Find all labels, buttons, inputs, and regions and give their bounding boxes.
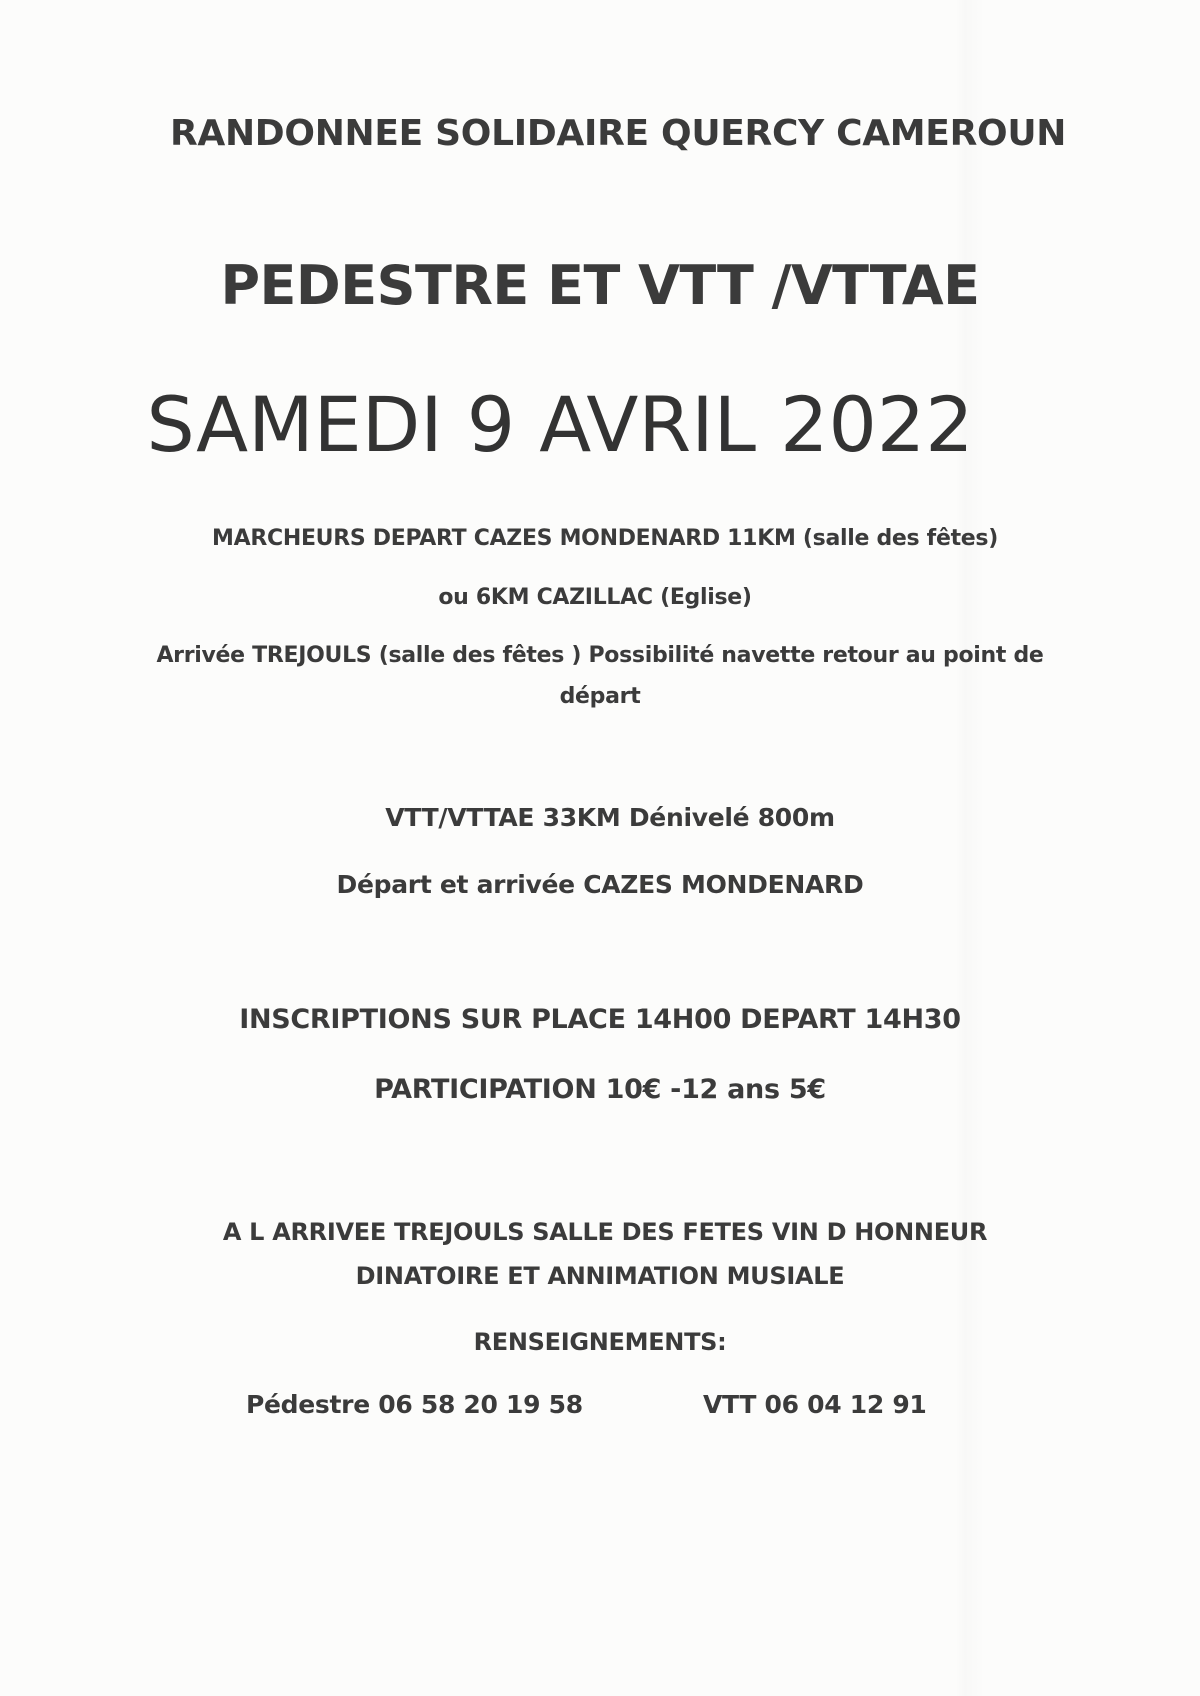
bike-start-finish-line: Départ et arrivée CAZES MONDENARD (336, 870, 864, 899)
walkers-alt-departure-line: ou 6KM CAZILLAC (Eglise) (438, 585, 752, 610)
flyer-subtitle: PEDESTRE ET VTT /VTTAE (220, 254, 980, 317)
flyer-title: RANDONNEE SOLIDAIRE QUERCY CAMEROUN (170, 113, 1067, 154)
arrival-reception-line-2: DINATOIRE ET ANNIMATION MUSIALE (355, 1262, 845, 1290)
walkers-departure-line: MARCHEURS DEPART CAZES MONDENARD 11KM (salle des fêtes) (212, 526, 998, 551)
arrival-reception-line: A L ARRIVEE TREJOULS SALLE DES FETES VIN D HONNEUR (222, 1218, 988, 1246)
registration-line: INSCRIPTIONS SUR PLACE 14H00 DEPART 14H30 (239, 1004, 961, 1035)
event-date: SAMEDI 9 AVRIL 2022 (146, 380, 974, 469)
contacts-row (0, 1390, 1200, 1430)
bike-contact: VTT 06 04 12 91 (703, 1390, 927, 1419)
participation-line: PARTICIPATION 10€ -12 ans 5€ (374, 1074, 826, 1105)
walkers-arrival-line: Arrivée TREJOULS (salle des fêtes ) Possibilité navette retour au point de (156, 643, 1044, 668)
walkers-arrival-line-end: départ (559, 684, 641, 709)
bike-route-line: VTT/VTTAE 33KM Dénivelé 800m (385, 803, 835, 832)
info-heading: RENSEIGNEMENTS: (473, 1328, 727, 1356)
pedestrian-contact: Pédestre 06 58 20 19 58 (246, 1390, 583, 1419)
